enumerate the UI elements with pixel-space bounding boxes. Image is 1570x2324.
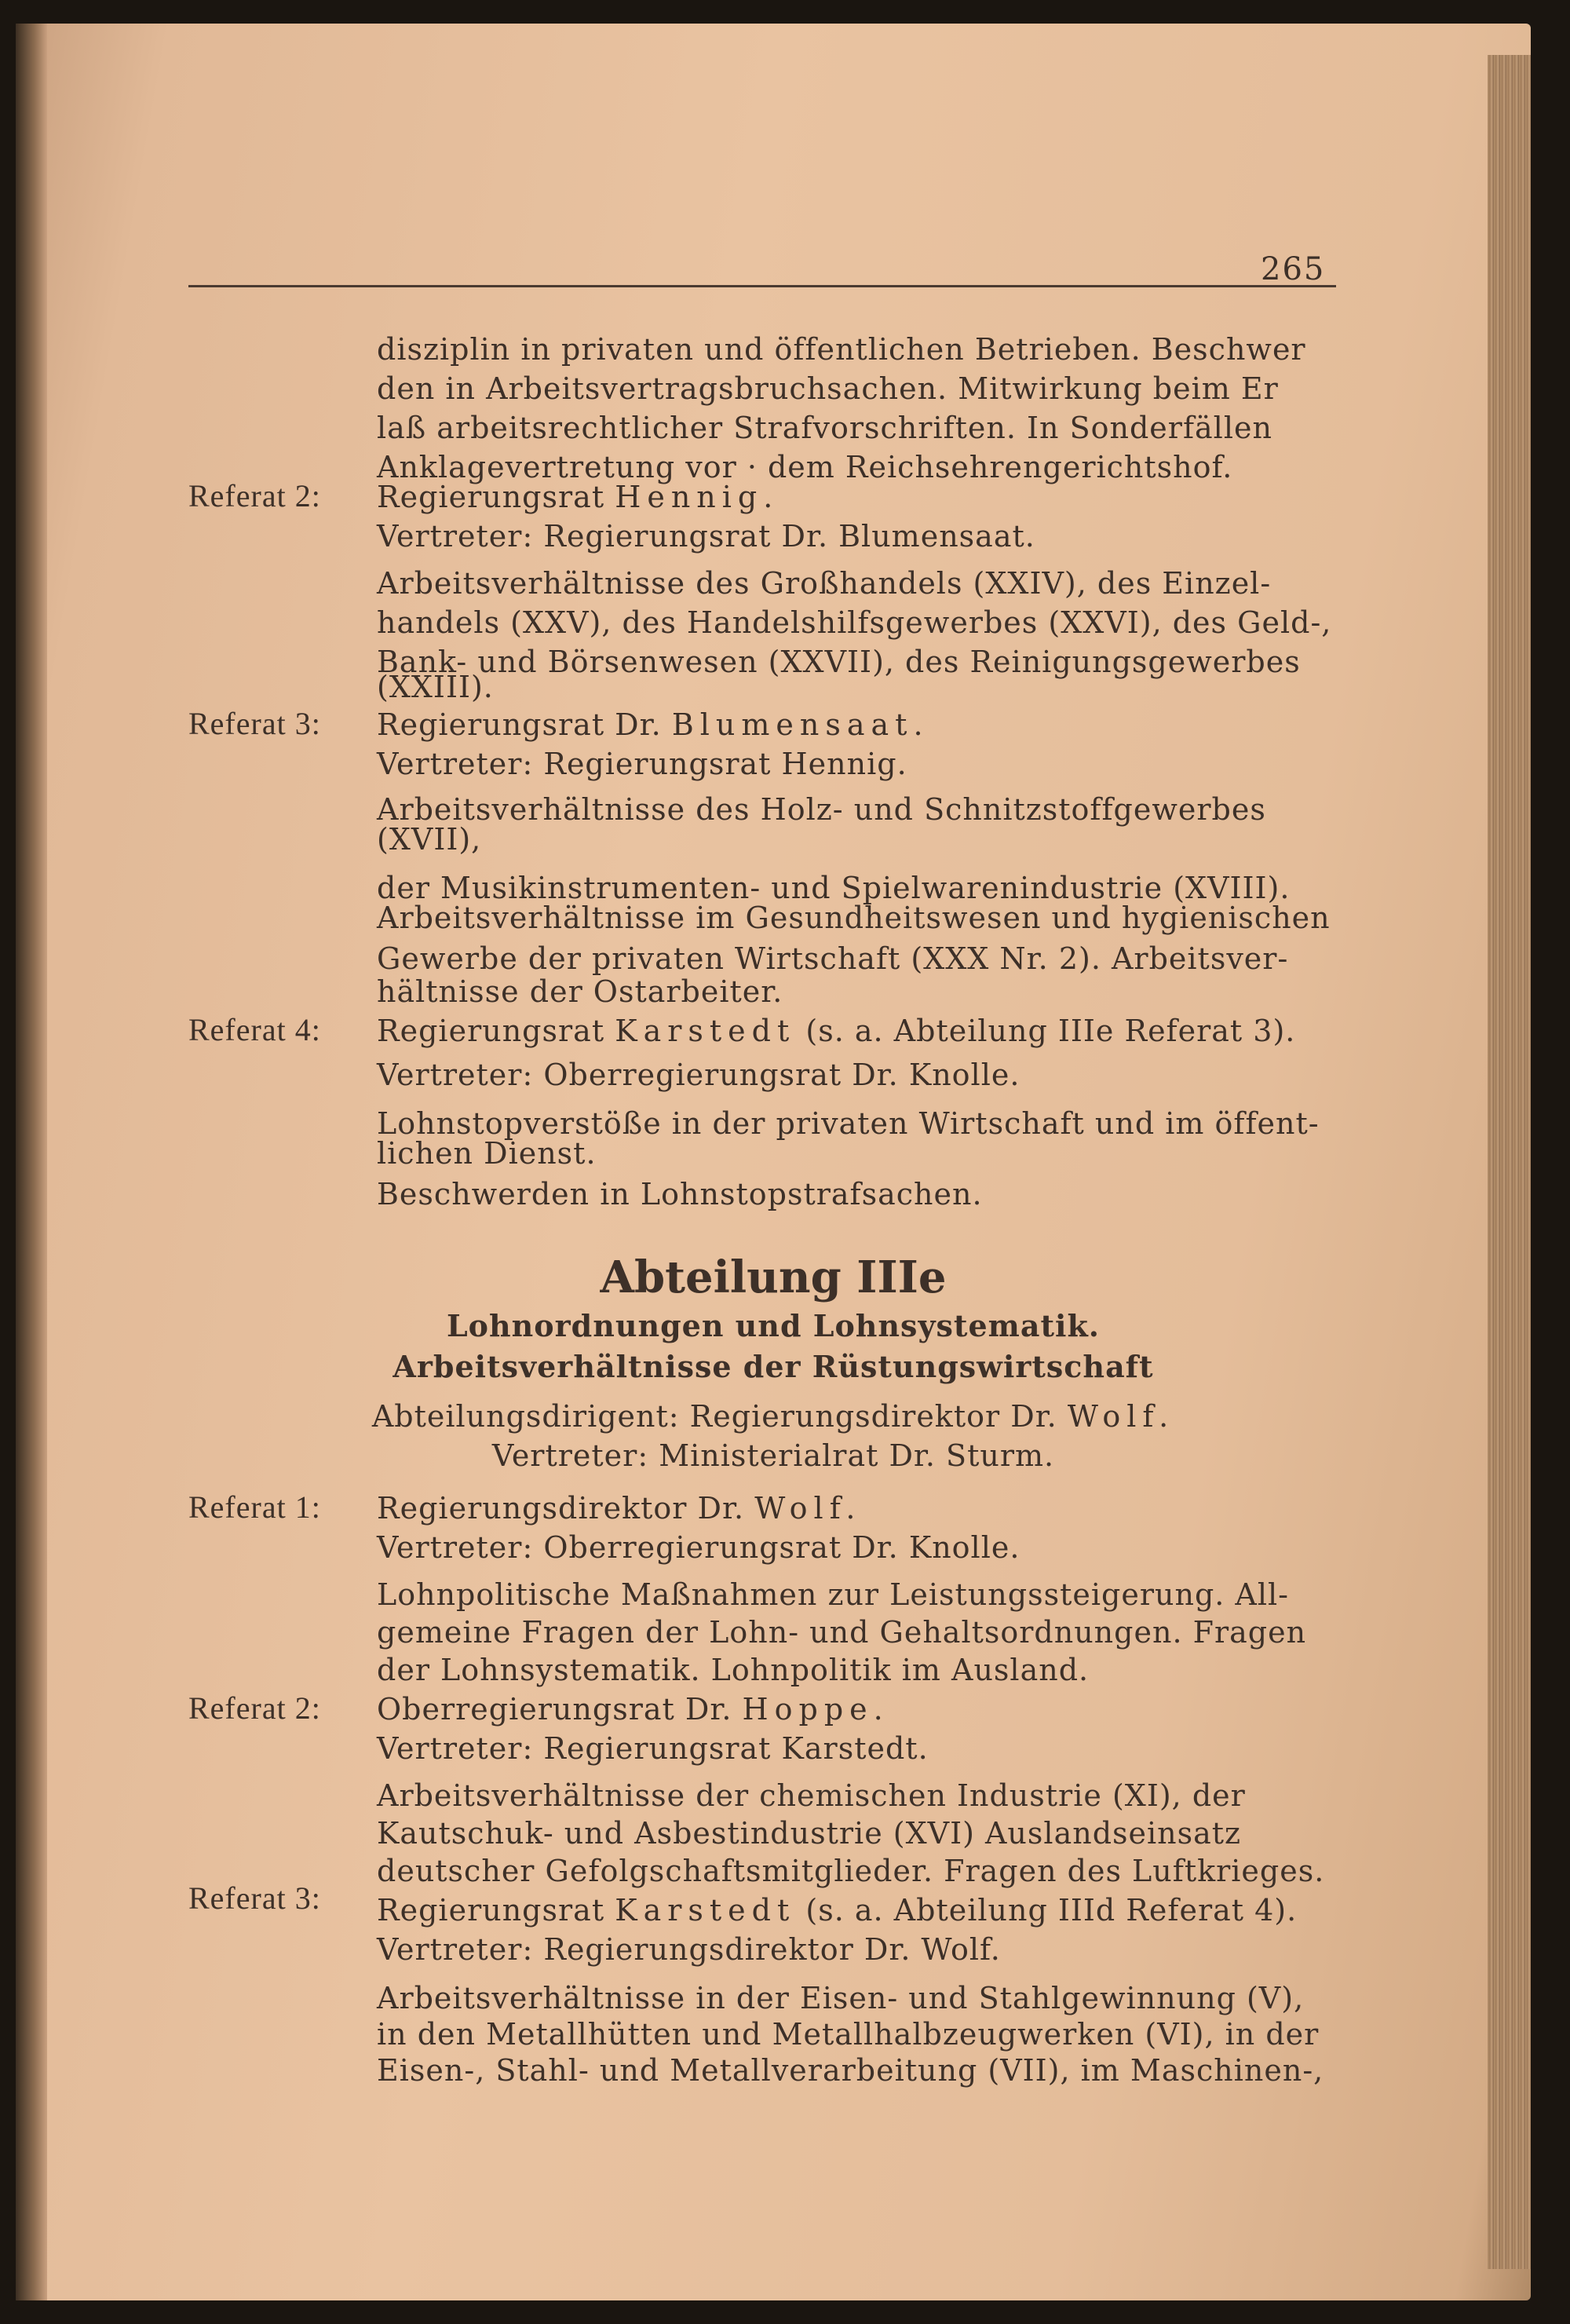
head-name: Hennig. [615,480,780,514]
head-name: Wolf. [754,1491,862,1526]
duty-line: deutscher Gefolgschaftsmitglieder. Fragen des Luftkrieges. [377,1854,1325,1888]
referat-3-deputy: Vertreter: Regierungsrat Hennig. [377,747,907,781]
section-dirigent-deputy: Vertreter: Ministerialrat Dr. Sturm. [491,1438,1055,1473]
referat-2-deputy: Vertreter: Regierungsrat Karstedt. [377,1731,929,1766]
intro-line: laß arbeitsrechtlicher Strafvorschriften. In Sonderfällen [377,411,1272,445]
head-name: Wolf. [1067,1399,1175,1434]
duty-line: (XXIII). [377,670,494,704]
duty-line: in den Metallhütten und Metallhalbzeugwerken (VI), in der [377,2017,1320,2052]
referat-1-deputy: Vertreter: Oberregierungsrat Dr. Knolle. [377,1530,1020,1565]
intro-line: Anklagevertretung vor · dem Reichsehrengerichtshof. [377,450,1233,484]
referat-1-label: Referat 1: [188,1489,321,1525]
duty-line: hältnisse der Ostarbeiter. [377,974,783,1009]
head-name: Hoppe. [742,1692,889,1727]
duty-line: Lohnpolitische Maßnahmen zur Leistungssteigerung. All- [377,1577,1290,1612]
duty-line: der Musikinstrumenten- und Spielwarenindustrie (XVIII). [377,871,1291,905]
page-number: 265 [1261,251,1326,287]
referat-2-deputy: Vertreter: Regierungsrat Dr. Blumensaat. [377,519,1035,554]
section-subtitle: Arbeitsverhältnisse der Rüstungswirtschaft [392,1349,1154,1384]
duty-line: Bank- und Börsenwesen (XXVII), des Reinigungsgewerbes [377,645,1301,679]
intro-line: disziplin in privaten und öffentlichen Betrieben. Beschwer [377,332,1306,367]
book-gutter [16,24,47,2300]
page-edges [1488,55,1531,2269]
referat-2-label: Referat 2: [188,478,321,513]
duty-line: Beschwerden in Lohnstopstrafsachen. [377,1177,983,1211]
head-name: Karstedt [615,1014,796,1048]
referat-4-head: Regierungsrat Karstedt (s. a. Abteilung IIIe Referat 3). [377,1014,1296,1048]
duty-line: Arbeitsverhältnisse in der Eisen- und Stahlgewinnung (V), [377,1981,1305,2015]
referat-4-deputy: Vertreter: Oberregierungsrat Dr. Knolle. [377,1058,1020,1092]
duty-line: Arbeitsverhältnisse des Holz- und Schnitzstoffgewerbes [377,792,1266,827]
referat-2-head: Regierungsrat Hennig. [377,480,780,514]
duty-line: Arbeitsverhältnisse der chemischen Industrie (XI), der [377,1778,1246,1813]
referat-3-head: Regierungsrat Karstedt (s. a. Abteilung IIId Referat 4). [377,1893,1298,1928]
duty-line: Arbeitsverhältnisse des Großhandels (XXIV), des Einzel- [377,566,1272,601]
duty-line: Gewerbe der privaten Wirtschaft (XXX Nr. 2). Arbeitsver- [377,941,1289,976]
duty-line: gemeine Fragen der Lohn- und Gehaltsordnungen. Fragen [377,1615,1307,1650]
duty-line: Arbeitsverhältnisse im Gesundheitswesen und hygienischen [377,901,1331,935]
duty-line: (XVII), [377,822,482,857]
section-subtitle: Lohnordnungen und Lohnsystematik. [446,1308,1101,1343]
duty-line: lichen Dienst. [377,1136,597,1171]
head-name: Karstedt [615,1893,796,1928]
duty-line: der Lohnsystematik. Lohnpolitik im Ausland. [377,1653,1090,1687]
referat-4-label: Referat 4: [188,1012,321,1047]
referat-3-label: Referat 3: [188,706,321,741]
duty-line: handels (XXV), des Handelshilfsgewerbes (XXVI), des Geld-, [377,605,1332,640]
referat-2-label: Referat 2: [188,1690,321,1726]
intro-line: den in Arbeitsvertragsbruchsachen. Mitwirkung beim Er [377,371,1279,406]
header-rule [188,285,1336,287]
duty-line: Eisen-, Stahl- und Metallverarbeitung (VII), im Maschinen-, [377,2053,1324,2088]
section-title: Abteilung IIIe [600,1252,947,1303]
section-dirigent: Abteilungsdirigent: Regierungsdirektor Dr. Wolf. [371,1399,1175,1434]
book-page [16,24,1531,2300]
duty-line: Lohnstopverstöße in der privaten Wirtschaft und im öffent- [377,1106,1320,1141]
duty-line: Kautschuk- und Asbestindustrie (XVI) Auslandseinsatz [377,1816,1242,1851]
referat-2-head: Oberregierungsrat Dr. Hoppe. [377,1692,889,1727]
referat-1-head: Regierungsdirektor Dr. Wolf. [377,1491,862,1526]
referat-3-head: Regierungsrat Dr. Blumensaat. [377,707,929,742]
referat-3-label: Referat 3: [188,1880,321,1916]
referat-3-deputy: Vertreter: Regierungsdirektor Dr. Wolf. [377,1932,1001,1967]
head-name: Blumensaat. [671,707,929,742]
